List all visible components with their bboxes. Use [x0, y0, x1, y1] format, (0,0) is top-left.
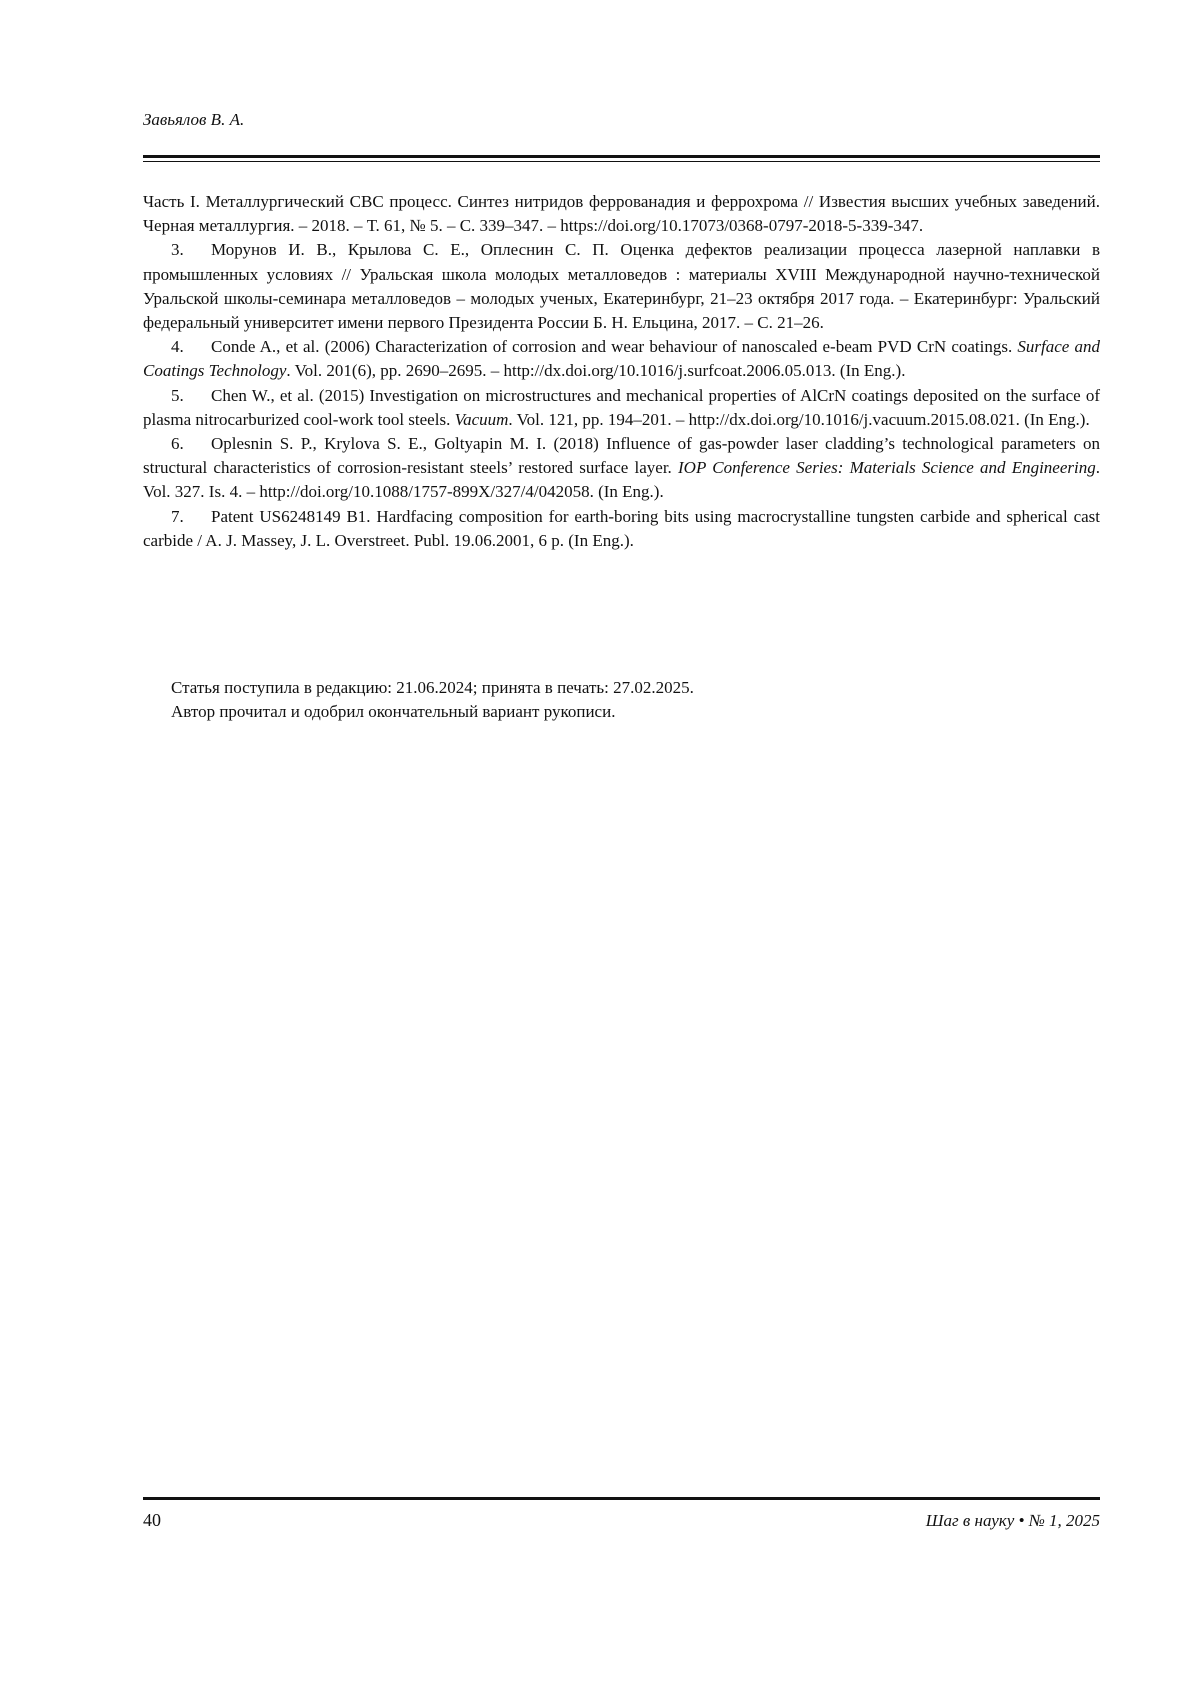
- reference-text-tail: . Vol. 121, pp. 194–201. – http://dx.doi.org/10.1016/j.vacuum.2015.08.021. (In Eng.).: [508, 409, 1090, 429]
- reference-journal: Surface and Coatings Technology: [143, 337, 1100, 381]
- reference-3: [143, 238, 1100, 335]
- reference-journal: Vacuum: [454, 409, 509, 429]
- reference-number: 6.: [171, 434, 184, 454]
- page-number: 40: [143, 1510, 161, 1530]
- reference-list: [143, 190, 1100, 553]
- reference-text-tail: . Vol. 327. Is. 4. – http://doi.org/10.1088/1757-899X/327/4/042058. (In Eng.).: [143, 458, 1100, 502]
- reference-4: [143, 335, 1100, 383]
- reference-number: 7.: [171, 506, 184, 526]
- footer-rule: [143, 1497, 1100, 1500]
- received-date-note: Статья поступила в редакцию: 21.06.2024; принята в печать: 27.02.2025.: [171, 678, 694, 697]
- reference-number: 3.: [171, 240, 184, 260]
- author-approval-note: Автор прочитал и одобрил окончательный вариант рукописи.: [171, 702, 616, 721]
- reference-number: 4.: [171, 337, 184, 357]
- reference-text-tail: . Vol. 201(6), pp. 2690–2695. – http://dx.doi.org/10.1016/j.surfcoat.2006.05.013. (In Eng.).: [286, 361, 906, 381]
- reference-text: Chen W., et al. (2015) Investigation on microstructures and mechanical properties of AlCrN coatings deposited on the surface of plasma nitrocarburized cool-work tool steels.: [143, 385, 1100, 429]
- reference-2-continuation: Часть I. Металлургический СВС процесс. Синтез нитридов феррованадия и феррохрома // Известия высших учебных заведений. Черная металлургия. – 2018. – Т. 61, № 5. – С. 339–347. – https://doi.org/10.17073/0368-0797-2018-5-339-347.: [143, 192, 1100, 236]
- reference-text: Oplesnin S. P., Krylova S. E., Goltyapin M. I. (2018) Influence of gas-powder laser cladding’s technological parameters on structural characteristics of corrosion-resistant steels’ restored surface layer.: [143, 434, 1100, 478]
- reference-number: 5.: [171, 385, 184, 405]
- journal-issue: Шаг в науку • № 1, 2025: [925, 1511, 1100, 1530]
- header-rule-thick: [143, 155, 1100, 158]
- reference-journal: IOP Conference Series: Materials Science and Engineering: [678, 458, 1096, 478]
- reference-7: [143, 505, 1100, 553]
- reference-5: [143, 384, 1100, 432]
- reference-text: Conde A., et al. (2006) Characterization of corrosion and wear behaviour of nanoscaled e-beam PVD CrN coatings.: [211, 337, 1018, 357]
- reference-text: Морунов И. В., Крылова С. Е., Оплеснин С. П. Оценка дефектов реализации процесса лазерной наплавки в промышленных условиях // Уральская школа молодых металловедов : материалы XVIII Международной научно-технической Уральской школы-семинара металловедов – молодых ученых, Екатеринбург, 21–23 октября 2017 года. – Екатеринбург: Уральский федеральный университет имени первого Президента России Б. Н. Ельцина, 2017. – С. 21–26.: [143, 240, 1100, 333]
- running-head-author: Завьялов В. А.: [143, 110, 245, 129]
- reference-text: Patent US6248149 B1. Hardfacing composition for earth-boring bits using macrocrystalline tungsten carbide and spherical cast carbide / A. J. Massey, J. L. Overstreet. Publ. 19.06.2001, 6 p. (In Eng.).: [143, 506, 1100, 550]
- reference-6: [143, 432, 1100, 505]
- article-notes: [171, 676, 1071, 724]
- header-rule-thin: [143, 161, 1100, 162]
